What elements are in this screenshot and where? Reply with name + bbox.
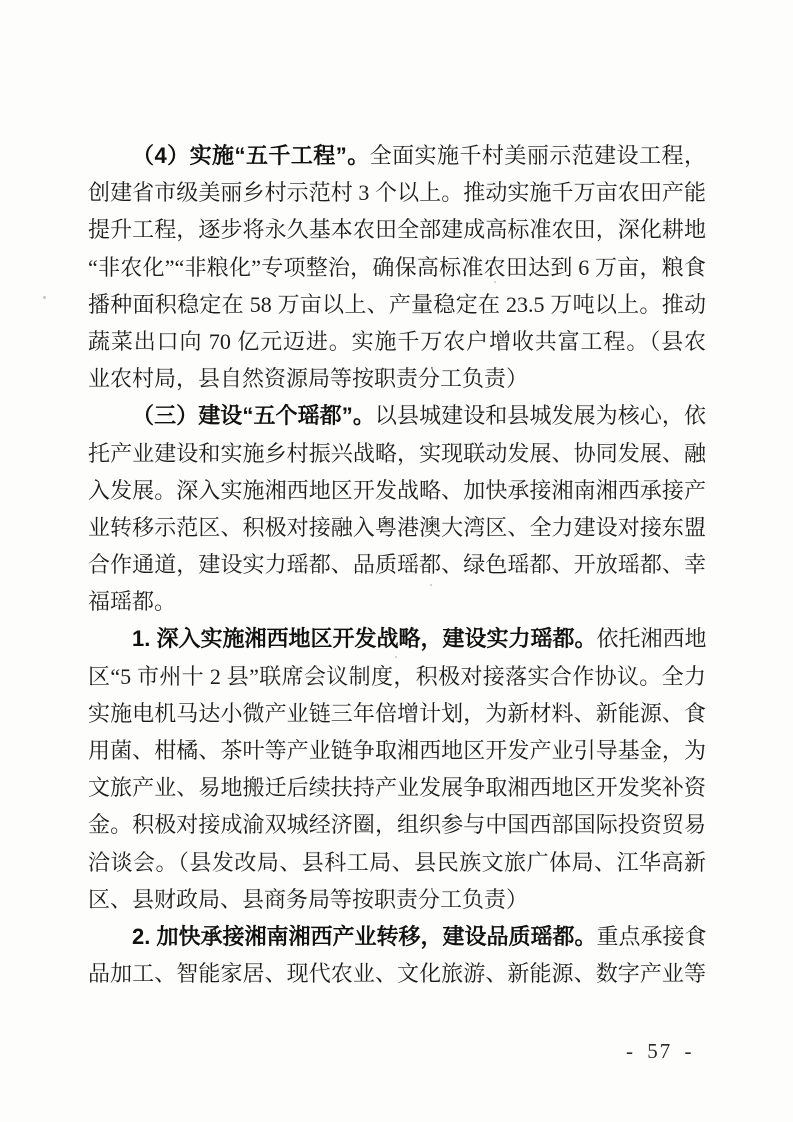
text-line: 区、县财政局、县商务局等按职责分工负责）	[88, 886, 529, 912]
text-line: （4）实施“五千工程”。全面实施千村美丽示范建设工程，	[132, 143, 706, 168]
text-line: 1. 深入实施湘西地区开发战略，建设实力瑶都。依托湘西地	[132, 626, 707, 652]
text-line: 业转移示范区、积极对接融入粤港澳大湾区、全力建设对接东盟	[88, 514, 706, 540]
text-line: （三）建设“五个瑶都”。以县城建设和县城发展为核心，依	[132, 403, 706, 429]
text-line: 业农村局，县自然资源局等按职责分工负责）	[88, 366, 529, 392]
text-line: 合作通道，建设实力瑶都、品质瑶都、绿色瑶都、开放瑶都、幸	[88, 552, 706, 578]
text-line: 文旅产业、易地搬迁后续扶持产业发展争取湘西地区开发奖补资	[88, 775, 706, 801]
text-line: 2. 加快承接湘南湘西产业转移，建设品质瑶都。重点承接食	[132, 923, 707, 949]
text-line: 提升工程，逐步将永久基本农田全部建成高标准农田，深化耕地	[88, 217, 706, 243]
text-line: 区“5 市州十 2 县”联席会议制度，积极对接落实合作协议。全力	[88, 663, 706, 689]
bold-heading: （4）实施“五千工程”。	[132, 143, 370, 168]
bold-heading: （三）建设“五个瑶都”。	[132, 403, 375, 429]
text-line: 福瑶都。	[88, 589, 177, 615]
bold-heading: 2. 加快承接湘南湘西产业转移，建设品质瑶都。	[132, 923, 597, 949]
scan-speck	[494, 281, 496, 283]
text-line: 蔬菜出口向 70 亿元迈进。实施千万农户增收共富工程。（县农	[88, 328, 706, 354]
text-line: 洽谈会。（县发改局、县科工局、县民族文旅广体局、江华高新	[88, 849, 706, 875]
text-line: 入发展。深入实施湘西地区开发战略、加快承接湘南湘西承接产	[88, 477, 706, 503]
text-line: “非农化”“非粮化”专项整治，确保高标准农田达到 6 万亩，粮食	[88, 254, 706, 280]
scan-speck	[430, 584, 432, 586]
text-line: 金。积极对接成渝双城经济圈，组织参与中国西部国际投资贸易	[88, 812, 706, 838]
page-number: - 57 -	[626, 1039, 694, 1063]
text-line: 托产业建设和实施乡村振兴战略，实现联动发展、协同发展、融	[88, 440, 706, 466]
scan-speck	[395, 656, 397, 658]
bold-heading: 1. 深入实施湘西地区开发战略，建设实力瑶都。	[132, 626, 597, 652]
text-line: 播种面积稳定在 58 万亩以上、产量稳定在 23.5 万吨以上。推动	[88, 291, 706, 317]
document-body	[88, 137, 706, 992]
scan-speck	[43, 296, 46, 299]
text-line: 品加工、智能家居、现代农业、文化旅游、新能源、数字产业等	[88, 961, 706, 987]
text-line: 用菌、柑橘、茶叶等产业链争取湘西地区开发产业引导基金，为	[88, 738, 706, 763]
text-line: 创建省市级美丽乡村示范村 3 个以上。推动实施千万亩农田产能	[88, 180, 706, 206]
text-line: 实施电机马达小微产业链三年倍增计划，为新材料、新能源、食	[88, 700, 706, 726]
